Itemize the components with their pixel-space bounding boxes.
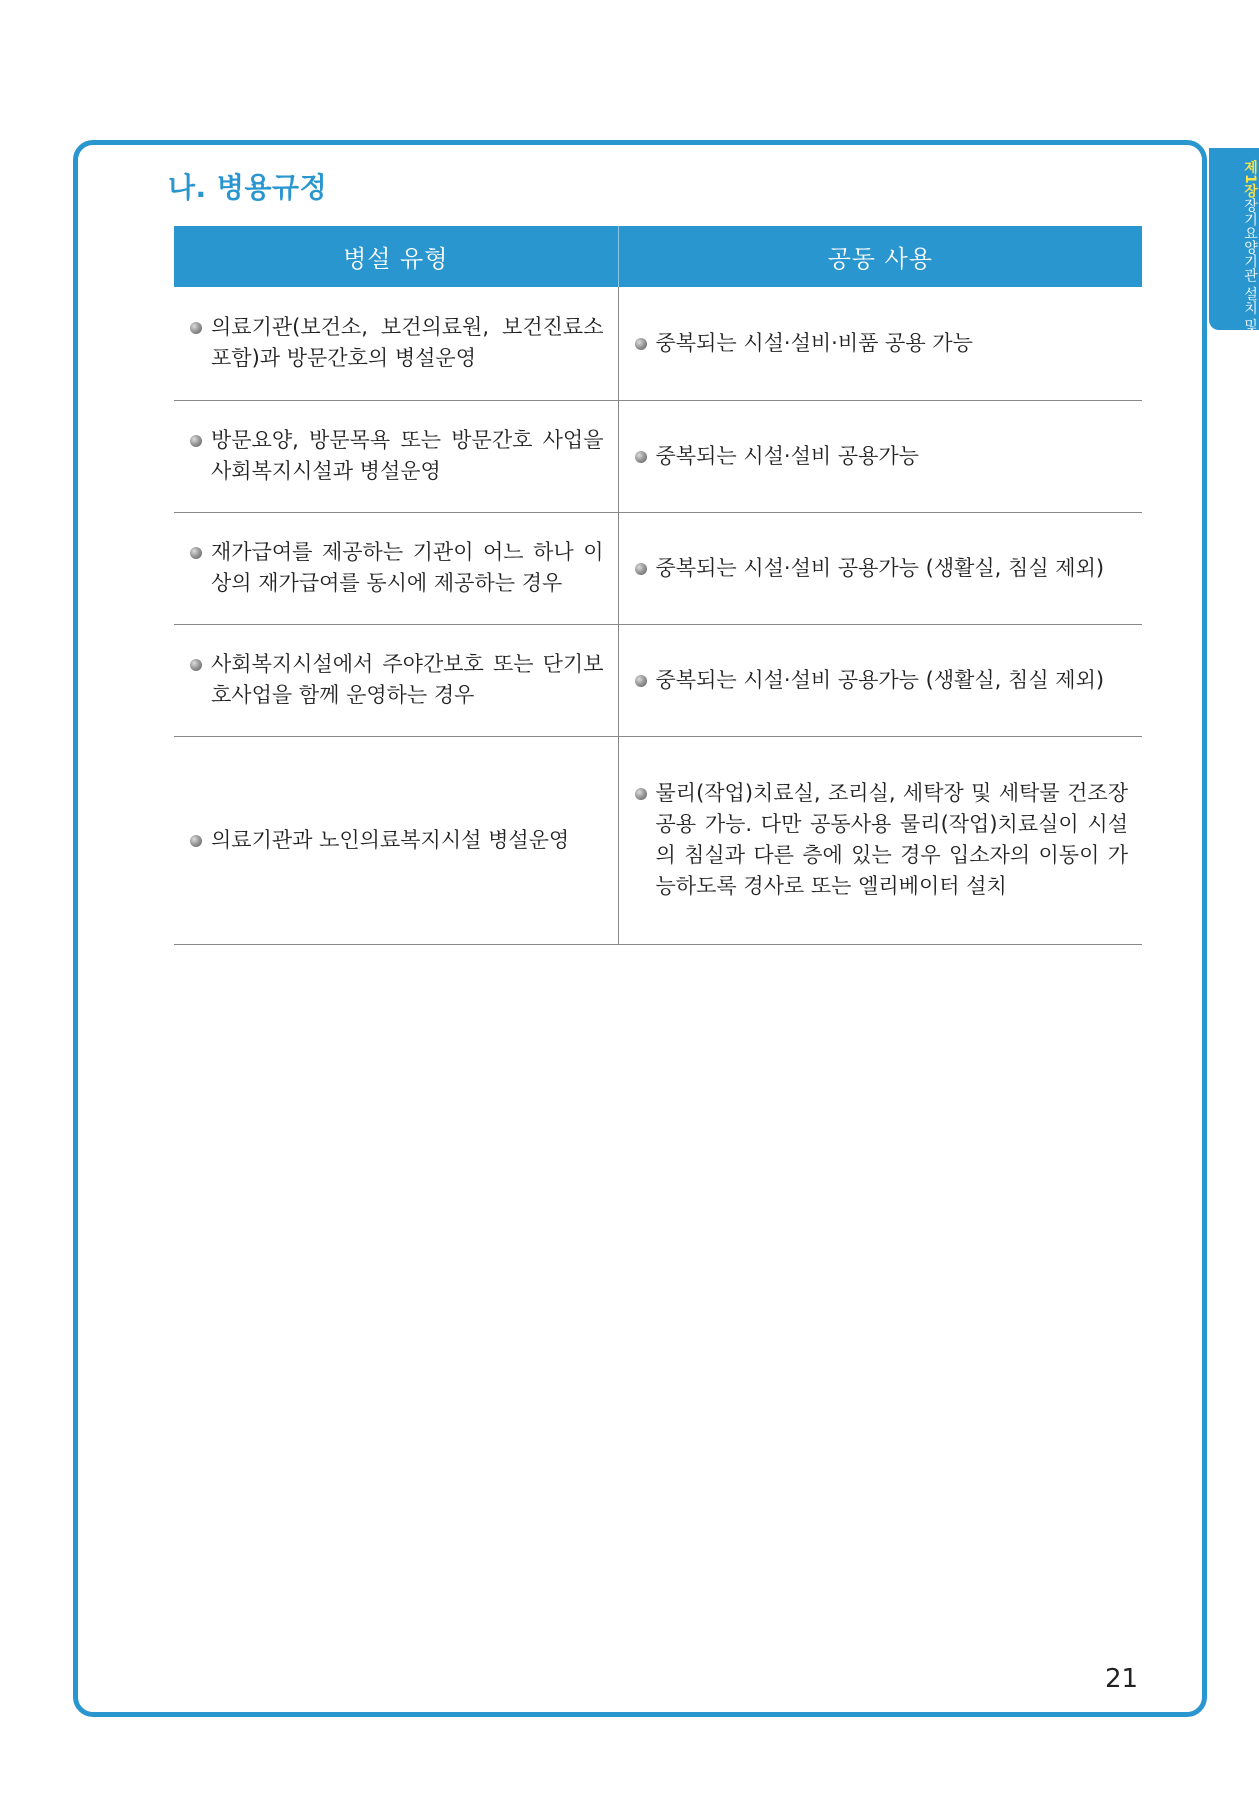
shared-text: 중복되는 시설·설비 공용가능 (생활실, 침실 제외) <box>655 555 1105 580</box>
bullet-icon <box>190 835 202 847</box>
bullet-icon <box>635 788 647 800</box>
type-cell <box>174 400 618 512</box>
bullet-icon <box>190 547 202 559</box>
bullet-icon <box>635 338 647 350</box>
bullet-icon <box>635 451 647 463</box>
table-row <box>174 400 1142 512</box>
table-row <box>174 736 1142 944</box>
shared-text: 중복되는 시설·설비 공용가능 <box>655 443 919 468</box>
chapter-side-tab-text <box>1209 160 1259 365</box>
shared-cell <box>618 736 1142 944</box>
type-text: 의료기관(보건소, 보건의료원, 보건진료소 포함)과 방문간호의 병설운영 <box>211 315 604 371</box>
type-cell <box>174 624 618 736</box>
page-number: 21 <box>1105 1664 1139 1694</box>
type-cell <box>174 736 618 944</box>
header-type: 병설 유형 <box>174 226 618 287</box>
type-text: 의료기관과 노인의료복지시설 병설운영 <box>211 827 570 852</box>
bullet-icon <box>190 435 202 447</box>
table-row <box>174 287 1142 400</box>
type-text: 방문요양, 방문목욕 또는 방문간호 사업을 사회복지시설과 병설운영 <box>211 428 604 483</box>
shared-text: 물리(작업)치료실, 조리실, 세탁장 및 세탁물 건조장 공용 가능. 다만 공동사용 물리(작업)치료실이 시설의 침실과 다른 층에 있는 경우 입소자의 이동이 가능하도록 경사로 또는 엘리베이터 설치 <box>655 781 1128 898</box>
shared-cell <box>618 400 1142 512</box>
table-row <box>174 624 1142 736</box>
shared-text: 중복되는 시설·설비 공용가능 (생활실, 침실 제외) <box>655 667 1105 692</box>
bullet-icon <box>190 322 202 334</box>
type-cell <box>174 512 618 624</box>
bullet-icon <box>635 563 647 575</box>
shared-cell <box>618 287 1142 400</box>
rules-table <box>174 226 1142 945</box>
section-title: 나. 병용규정 <box>168 171 328 204</box>
shared-text: 중복되는 시설·설비·비품 공용 가능 <box>655 330 973 355</box>
table-header-row <box>174 226 1142 287</box>
shared-cell <box>618 512 1142 624</box>
chapter-number: 제1장 <box>1242 160 1258 198</box>
type-text: 사회복지시설에서 주야간보호 또는 단기보호사업을 함께 운영하는 경우 <box>211 652 604 707</box>
bullet-icon <box>635 675 647 687</box>
bullet-icon <box>190 659 202 671</box>
type-text: 재가급여를 제공하는 기관이 어느 하나 이상의 재가급여를 동시에 제공하는 경우 <box>211 540 604 595</box>
shared-cell <box>618 624 1142 736</box>
chapter-side-tab <box>1209 148 1259 366</box>
table-row <box>174 512 1142 624</box>
type-cell <box>174 287 618 400</box>
chapter-title: 장기요양기관 설치 및 지정 <box>1242 197 1258 366</box>
header-shared: 공동 사용 <box>618 226 1142 287</box>
